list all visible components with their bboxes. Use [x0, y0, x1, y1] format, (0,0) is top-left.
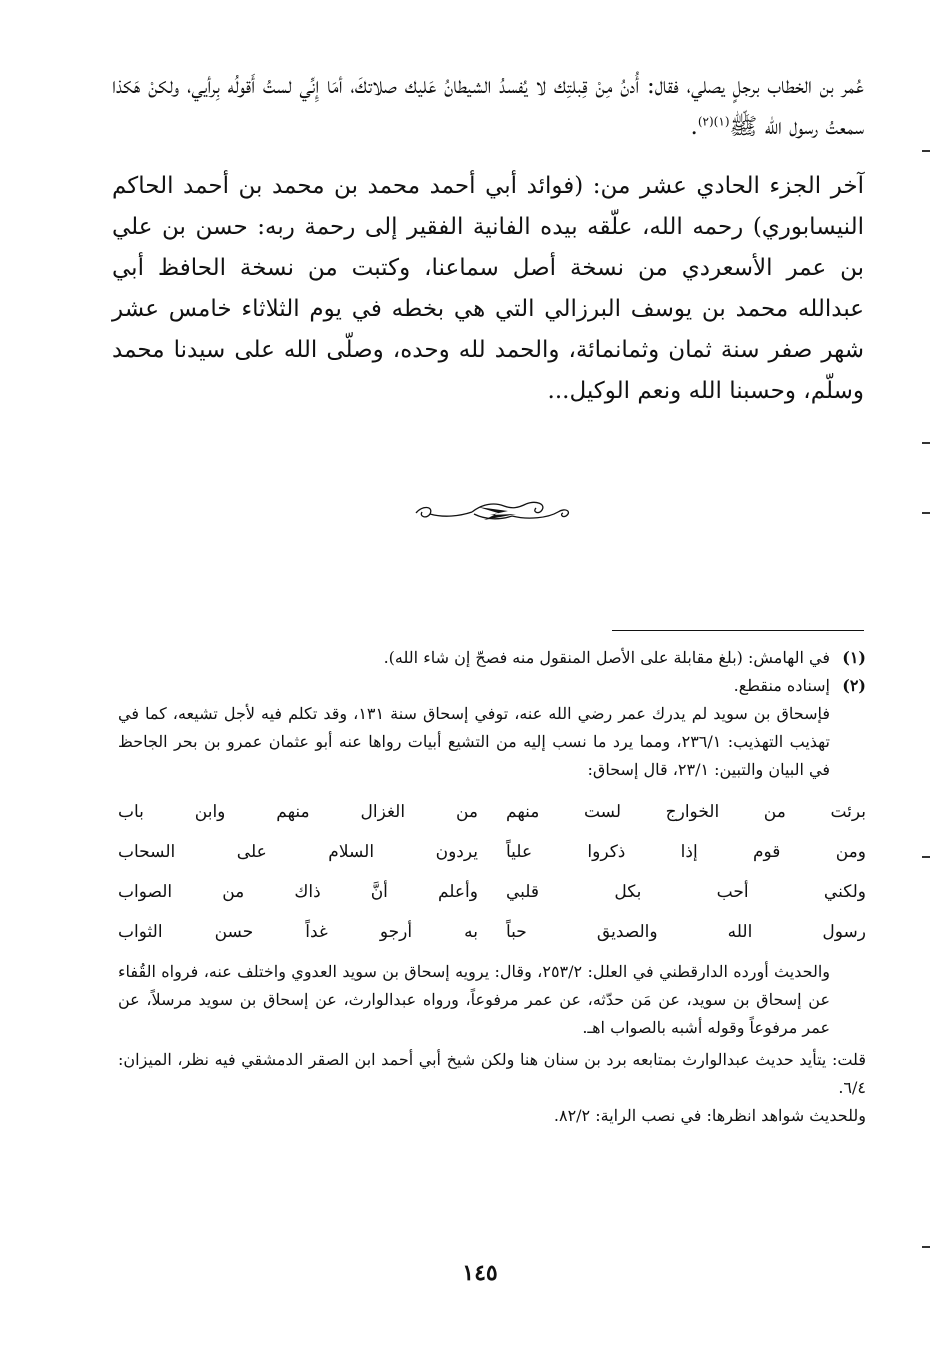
scan-mark	[922, 150, 930, 152]
footnote-2-discussion	[118, 700, 830, 784]
footnote-2	[118, 672, 866, 700]
dareqtuni-note: والحديث أورده الدارقطني في العلل: ٢٥٣/٢، وقال: يرويه إسحاق بن سويد العدوي واختلف عنه، فرواه القُفاء عن إسحاق بن سويد، عن مَن حدّثه، عن عمر مرفوعاً، ورواه عبدالوارث، عن إسحاق بن سويد مرسلاً، عن عمر مرفوعاً وقوله أشبه بالصواب اهـ.	[118, 962, 830, 1037]
colophon-paragraph: آخر الجزء الحادي عشر من: (فوائد أبي أحمد محمد بن محمد بن أحمد الحاكم النيسابوري) رحمه الله، علّقه بيده الفانية الفقير إلى رحمة ربه: حسن بن علي بن عمر الأسعردي من نسخة أصل سماعنا، وكتبت من نسخة الحافظ أبي عبدالله محمد بن يوسف البرزالي التي هي بخطه في يوم الثلاثاء خامس عشر شهر صفر سنة ثمان وثمانمائة، والحمد لله وحده، وصلّى الله على سيدنا محمد وسلّم، وحسبنا الله ونعم الوكيل...	[112, 173, 864, 404]
footnote-1	[118, 644, 866, 672]
scan-mark	[922, 512, 930, 514]
poem-verse	[118, 912, 866, 952]
poem-verse	[118, 872, 866, 912]
footnote-text: في الهامش: (بلغ مقابلة على الأصل المنقول منه فصحّ إن شاء الله).	[383, 648, 830, 667]
verse-second-hemistich: من الغزال منهم وابن باب	[118, 802, 478, 822]
verse-first-hemistich: ولكني أحب بكل قلبي	[506, 882, 866, 902]
main-paragraph-1	[112, 66, 864, 148]
verse-second-hemistich: وأعلم أنَّ ذاك من الصواب	[118, 882, 478, 902]
main-text	[112, 66, 864, 412]
poem-verse	[118, 832, 866, 872]
footnote-2-continued	[118, 958, 830, 1042]
poem-verse	[118, 792, 866, 832]
hadith-text: عُمر بن الخطاب برجلٍ يصلي، فقال: أُدنُ مِنْ قِبلتِك لا يُفسدُ الشيطانُ عَليك صلاتكَ، أمَا إِنِّي لستُ أَقولُه بِرأيي، ولكنْ هَكذا سمعتُ رسول الله ﷺ	[112, 73, 864, 140]
verse-first-hemistich: ومن قوم إذا ذكروا علياً	[506, 842, 866, 862]
footnote-separator	[612, 630, 864, 631]
footnote-refs: (١)(٢)	[697, 114, 730, 129]
verse-first-hemistich: رسول الله والصديق حباً	[506, 922, 866, 942]
shawahid-note: وللحديث شواهد انظرها: في نصب الراية: ٨٢/٢.	[553, 1106, 866, 1125]
footnotes	[118, 644, 866, 1130]
editor-note	[118, 1046, 866, 1130]
footnote-text: إسناده منقطع.	[733, 676, 830, 695]
page-number: ١٤٥	[462, 1260, 498, 1286]
scan-mark	[922, 856, 930, 858]
footnote-number: (٢)	[842, 676, 866, 695]
ornament-divider	[408, 494, 578, 528]
hadith-end: .	[690, 114, 698, 140]
isnad-note: فإسحاق بن سويد لم يدرك عمر رضي الله عنه، توفي إسحاق سنة ١٣١، وقد تكلم فيه لأجل تشيعه، كما في تهذيب التهذيب: ٢٣٦/١، ومما يرد ما نسب إليه من التشيع أبيات رواها عنه أبو عثمان عمرو بن بحر الجاحظ في البيان والتبين: ٢٣/١، قال إسحاق:	[118, 704, 831, 779]
scan-mark	[922, 1246, 930, 1248]
scan-mark	[922, 442, 930, 444]
footnote-number: (١)	[842, 648, 866, 667]
poem	[118, 792, 866, 952]
verse-second-hemistich: به أرجو غداً حسن الثواب	[118, 922, 478, 942]
verse-second-hemistich: يردون السلام على السحاب	[118, 842, 478, 862]
editor-note-text: قلت: يتأيد حديث عبدالوارث بمتابعه برد بن سنان هنا ولكن شيخ أبي أحمد ابن الصقر الدمشقي فيه نظر، الميزان: ٦/٤.	[118, 1050, 866, 1097]
verse-first-hemistich: برئت من الخوارج لست منهم	[506, 802, 866, 822]
